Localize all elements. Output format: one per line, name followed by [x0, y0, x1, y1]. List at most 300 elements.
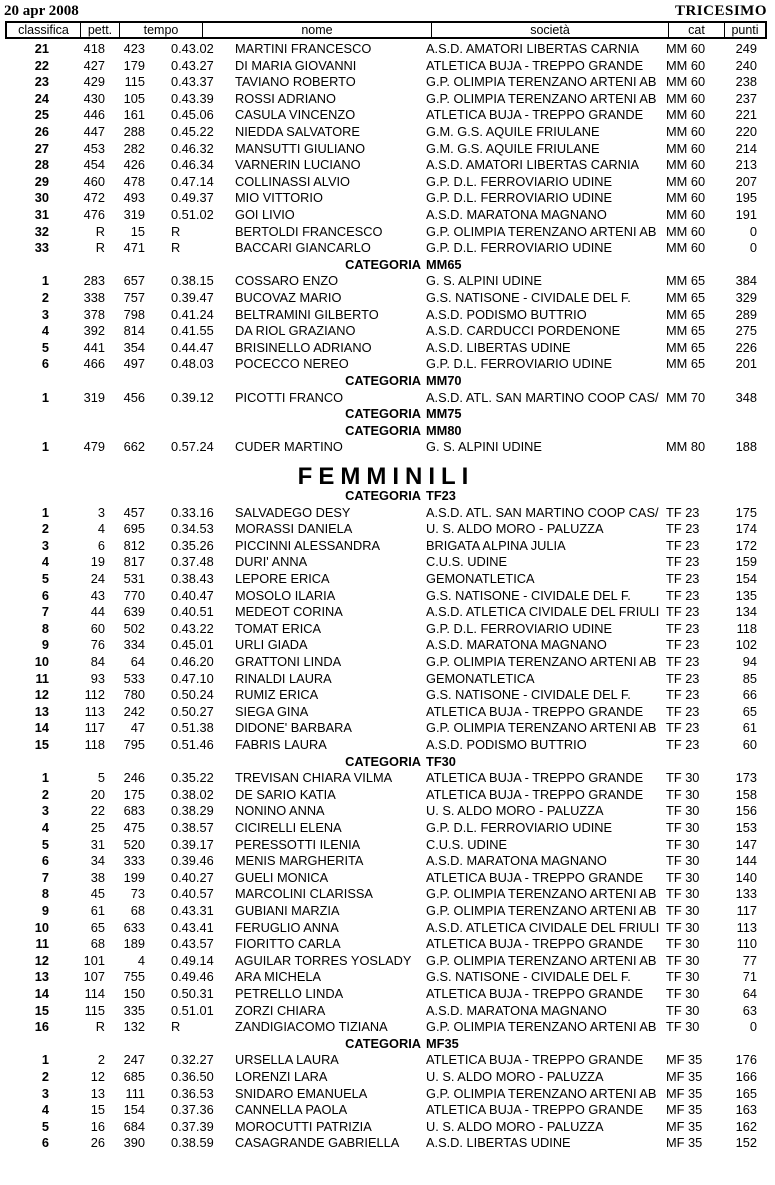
club-cell: C.U.S. UDINE	[426, 554, 508, 570]
table-row	[5, 356, 767, 373]
position-cell: 2	[41, 786, 49, 802]
time-cell: 0.39.17	[171, 836, 214, 852]
category-cell: TF 30	[666, 853, 700, 869]
position-cell: 31	[34, 207, 49, 222]
column-header-societa: società	[432, 23, 669, 37]
time-cell: 0.51.46	[171, 737, 214, 752]
club-cell: ATLETICA BUJA - TREPPO GRANDE	[426, 869, 644, 885]
category-cell: TF 23	[666, 521, 700, 537]
column-header-cat: cat	[669, 23, 725, 37]
time-cell: 0.45.01	[171, 637, 214, 653]
category-value: MM75	[426, 406, 462, 422]
category-cell: MM 60	[666, 74, 706, 90]
category-cell: TF 23	[666, 703, 700, 719]
points-cell: 172	[735, 537, 757, 553]
position-cell: 11	[35, 670, 49, 686]
time-cell: 0.38.57	[171, 820, 214, 835]
points-cell: 214	[735, 140, 757, 156]
category-cell: MM 60	[666, 207, 706, 222]
bib-cell: 150	[123, 986, 145, 1001]
points-cell: 195	[735, 190, 757, 206]
bib-cell: 189	[123, 936, 145, 952]
time-cell: 0.43.37	[171, 74, 214, 90]
bib-cell: 757	[123, 290, 145, 305]
category-cell: TF 30	[666, 986, 700, 1001]
column-header-classifica: classifica	[7, 23, 81, 37]
points-cell: 65	[742, 703, 757, 719]
position-cell: 28	[34, 157, 49, 173]
name-cell: FERUGLIO ANNA	[235, 919, 339, 935]
table-row	[5, 571, 767, 588]
club-cell: ATLETICA BUJA - TREPPO GRANDE	[426, 1102, 644, 1118]
position-cell: 4	[41, 1102, 49, 1118]
club-cell: G.P. D.L. FERROVIARIO UDINE	[426, 173, 613, 189]
time-cell: 0.50.31	[171, 986, 214, 1001]
bib-cell: 662	[123, 439, 145, 455]
time-cell: 0.40.47	[171, 587, 214, 603]
position-cell: 3	[41, 803, 49, 819]
bib-cell: 68	[130, 903, 145, 918]
points-cell: 0	[749, 223, 757, 239]
category-heading	[5, 257, 767, 274]
rank-cell: 453	[83, 140, 105, 156]
name-cell: BUCOVAZ MARIO	[235, 290, 342, 305]
points-cell: 188	[735, 439, 757, 455]
table-row	[5, 190, 767, 207]
points-cell: 207	[735, 173, 757, 189]
table-row	[5, 704, 767, 721]
table-row	[5, 1069, 767, 1086]
category-label: CATEGORIA	[345, 373, 421, 388]
bib-cell: 47	[130, 720, 145, 736]
section-title: FEMMINILI	[297, 463, 475, 490]
bib-cell: 502	[123, 620, 145, 636]
club-cell: A.S.D. MARATONA MAGNANO	[426, 853, 607, 869]
category-cell: TF 23	[666, 720, 700, 736]
bib-cell: 520	[123, 836, 145, 852]
time-cell: 0.46.20	[171, 654, 214, 669]
category-label: CATEGORIA	[345, 406, 421, 422]
bib-cell: 335	[123, 1002, 145, 1018]
position-cell: 9	[41, 637, 49, 653]
rank-cell: 118	[84, 737, 105, 752]
position-cell: 1	[41, 770, 49, 786]
position-cell: 4	[41, 820, 49, 835]
position-cell: 16	[34, 1019, 49, 1035]
table-row	[5, 521, 767, 538]
time-cell: 0.51.02	[171, 207, 214, 222]
name-cell: PERESSOTTI ILENIA	[235, 836, 361, 852]
category-cell: MM 70	[666, 389, 706, 405]
position-cell: 6	[41, 356, 49, 372]
time-cell: 0.41.24	[171, 306, 214, 322]
position-cell: 4	[41, 323, 49, 339]
position-cell: 5	[41, 339, 49, 355]
table-row	[5, 920, 767, 937]
table-row	[5, 58, 767, 75]
name-cell: FIORITTO CARLA	[235, 936, 341, 952]
rank-cell: 117	[84, 720, 105, 736]
bib-cell: 175	[123, 786, 145, 802]
category-value: TF30	[426, 753, 456, 769]
club-cell: BRIGATA ALPINA JULIA	[426, 537, 566, 553]
time-cell: 0.43.31	[171, 903, 214, 918]
position-cell: 14	[34, 720, 49, 736]
time-cell: 0.40.51	[171, 604, 214, 620]
time-cell: 0.57.24	[171, 439, 214, 455]
time-cell: 0.39.47	[171, 290, 214, 305]
time-cell: R	[171, 1019, 181, 1035]
time-cell: 0.49.37	[171, 190, 214, 206]
category-cell: TF 23	[666, 571, 700, 586]
club-cell: A.S.D. ATL. SAN MARTINO COOP CAS/	[426, 504, 659, 520]
position-cell: 27	[34, 140, 49, 156]
name-cell: BACCARI GIANCARLO	[235, 240, 371, 256]
table-row	[5, 538, 767, 555]
bib-cell: 770	[123, 587, 145, 603]
column-header-nome: nome	[203, 23, 432, 37]
points-cell: 158	[735, 786, 757, 802]
table-row	[5, 588, 767, 605]
points-cell: 289	[735, 306, 757, 322]
bib-cell: 471	[123, 240, 145, 256]
points-cell: 66	[742, 687, 757, 703]
table-row	[5, 157, 767, 174]
club-cell: G.P. OLIMPIA TERENZANO ARTENI AB	[426, 886, 657, 902]
table-row	[5, 1135, 767, 1152]
table-row	[5, 439, 767, 456]
time-cell: 0.51.01	[171, 1002, 214, 1018]
category-cell: MF 35	[666, 1102, 703, 1118]
rank-cell: 114	[84, 986, 105, 1001]
rank-cell: 25	[90, 820, 105, 835]
club-cell: ATLETICA BUJA - TREPPO GRANDE	[426, 770, 644, 786]
bib-cell: 475	[123, 820, 145, 835]
category-value: MM70	[426, 373, 462, 388]
bib-cell: 426	[123, 157, 145, 173]
table-row	[5, 91, 767, 108]
club-cell: ATLETICA BUJA - TREPPO GRANDE	[426, 986, 644, 1001]
table-row	[5, 687, 767, 704]
points-cell: 152	[735, 1135, 757, 1151]
table-row	[5, 273, 767, 290]
name-cell: COSSARO ENZO	[235, 273, 339, 289]
points-cell: 140	[735, 869, 757, 885]
column-header-punti: punti	[731, 23, 759, 37]
points-cell: 237	[735, 90, 757, 106]
time-cell: 0.38.43	[171, 571, 214, 586]
club-cell: G.S. NATISONE - CIVIDALE DEL F.	[426, 290, 631, 305]
points-cell: 113	[736, 919, 757, 935]
rank-cell: 430	[83, 90, 105, 106]
table-row	[5, 141, 767, 158]
club-cell: G.P. OLIMPIA TERENZANO ARTENI AB	[426, 74, 657, 90]
club-cell: GEMONATLETICA	[426, 670, 535, 686]
bib-cell: 179	[123, 57, 145, 73]
rank-cell: 3	[97, 504, 105, 520]
club-cell: G.P. OLIMPIA TERENZANO ARTENI AB	[426, 952, 657, 968]
time-cell: 0.49.46	[171, 969, 214, 985]
bib-cell: 812	[123, 537, 145, 553]
rank-cell: 16	[90, 1118, 105, 1134]
rank-cell: 447	[83, 124, 105, 139]
club-cell: G.S. NATISONE - CIVIDALE DEL F.	[426, 587, 631, 603]
club-cell: U. S. ALDO MORO - PALUZZA	[426, 521, 604, 537]
time-cell: 0.34.53	[171, 521, 214, 537]
position-cell: 15	[34, 1002, 49, 1018]
club-cell: ATLETICA BUJA - TREPPO GRANDE	[426, 936, 644, 952]
category-value: MM80	[426, 422, 462, 438]
position-cell: 29	[34, 173, 49, 189]
points-cell: 173	[735, 770, 757, 786]
points-cell: 94	[742, 654, 757, 669]
bib-cell: 288	[123, 124, 145, 139]
table-row	[5, 770, 767, 787]
rank-cell: 6	[97, 537, 105, 553]
time-cell: 0.51.38	[171, 720, 214, 736]
bib-cell: 798	[123, 306, 145, 322]
category-cell: TF 23	[666, 687, 700, 703]
table-row	[5, 870, 767, 887]
rank-cell: 19	[90, 554, 105, 570]
name-cell: URSELLA LAURA	[235, 1052, 339, 1068]
table-row	[5, 837, 767, 854]
bib-cell: 282	[123, 140, 145, 156]
time-cell: 0.43.39	[171, 90, 214, 106]
time-cell: 0.38.59	[171, 1135, 214, 1151]
table-row	[5, 787, 767, 804]
club-cell: G.P. D.L. FERROVIARIO UDINE	[426, 190, 613, 206]
time-cell: 0.35.22	[171, 770, 214, 786]
name-cell: ROSSI ADRIANO	[235, 90, 336, 106]
club-cell: A.S.D. PODISMO BUTTRIO	[426, 737, 587, 752]
club-cell: A.S.D. MARATONA MAGNANO	[426, 637, 607, 653]
points-cell: 226	[735, 339, 757, 355]
bib-cell: 755	[123, 969, 145, 985]
name-cell: NONINO ANNA	[235, 803, 325, 819]
time-cell: 0.33.16	[171, 504, 214, 520]
name-cell: POCECCO NEREO	[235, 356, 349, 372]
club-cell: ATLETICA BUJA - TREPPO GRANDE	[426, 703, 644, 719]
name-cell: GRATTONI LINDA	[235, 654, 342, 669]
position-cell: 10	[34, 919, 49, 935]
category-cell: MM 60	[666, 107, 706, 123]
table-row	[5, 986, 767, 1003]
rank-cell: 378	[83, 306, 105, 322]
category-cell: TF 30	[666, 936, 700, 952]
points-cell: 77	[742, 952, 757, 968]
position-cell: 1	[41, 273, 49, 289]
club-cell: G.P. OLIMPIA TERENZANO ARTENI AB	[426, 1019, 657, 1035]
name-cell: CICIRELLI ELENA	[235, 820, 342, 835]
position-cell: 1	[41, 504, 49, 520]
club-cell: G.P. OLIMPIA TERENZANO ARTENI AB	[426, 90, 657, 106]
category-cell: MM 65	[666, 356, 706, 372]
name-cell: CANNELLA PAOLA	[235, 1102, 348, 1118]
points-cell: 275	[735, 323, 757, 339]
rank-cell: 460	[83, 173, 105, 189]
bib-cell: 497	[123, 356, 145, 372]
club-cell: ATLETICA BUJA - TREPPO GRANDE	[426, 107, 644, 123]
category-label: CATEGORIA	[345, 1035, 421, 1051]
category-label: CATEGORIA	[345, 488, 421, 503]
club-cell: A.S.D. PODISMO BUTTRIO	[426, 306, 587, 322]
category-cell: MF 35	[666, 1069, 703, 1084]
table-row	[5, 1119, 767, 1136]
rank-cell: R	[95, 223, 105, 239]
club-cell: U. S. ALDO MORO - PALUZZA	[426, 1069, 604, 1084]
name-cell: MANSUTTI GIULIANO	[235, 140, 366, 156]
club-cell: A.S.D. ATLETICA CIVIDALE DEL FRIULI	[426, 604, 660, 620]
name-cell: VARNERIN LUCIANO	[235, 157, 361, 173]
time-cell: 0.49.14	[171, 952, 214, 968]
name-cell: MORASSI DANIELA	[235, 521, 353, 537]
points-cell: 102	[735, 637, 757, 653]
points-cell: 144	[735, 853, 757, 869]
points-cell: 174	[735, 521, 757, 537]
category-cell: MF 35	[666, 1118, 703, 1134]
bib-cell: 639	[123, 604, 145, 620]
position-cell: 12	[34, 687, 49, 703]
name-cell: PICCINNI ALESSANDRA	[235, 537, 381, 553]
name-cell: ZORZI CHIARA	[235, 1002, 326, 1018]
points-cell: 238	[735, 74, 757, 90]
bib-cell: 334	[123, 637, 145, 653]
rank-cell: 2	[97, 1052, 105, 1068]
category-cell: MM 65	[666, 323, 706, 339]
category-cell: TF 30	[666, 820, 700, 835]
bib-cell: 684	[123, 1118, 145, 1134]
points-cell: 176	[735, 1052, 757, 1068]
name-cell: TOMAT ERICA	[235, 620, 322, 636]
time-cell: 0.50.27	[171, 703, 214, 719]
time-cell: 0.35.26	[171, 537, 214, 553]
position-cell: 3	[41, 537, 49, 553]
time-cell: 0.39.46	[171, 853, 214, 869]
rank-cell: 44	[90, 604, 105, 620]
time-cell: 0.43.02	[171, 41, 214, 56]
time-cell: R	[171, 223, 181, 239]
club-cell: A.S.D. CARDUCCI PORDENONE	[426, 323, 621, 339]
table-row	[5, 671, 767, 688]
points-cell: 147	[735, 836, 757, 852]
position-cell: 30	[34, 190, 49, 206]
position-cell: 14	[34, 986, 49, 1001]
points-cell: 221	[735, 107, 757, 123]
bib-cell: 354	[123, 339, 145, 355]
bib-cell: 695	[123, 521, 145, 537]
club-cell: G.M. G.S. AQUILE FRIULANE	[426, 140, 600, 156]
category-label: CATEGORIA	[345, 256, 421, 272]
table-row	[5, 554, 767, 571]
category-cell: TF 30	[666, 869, 700, 885]
rank-cell: 84	[90, 654, 105, 669]
rank-cell: 65	[90, 919, 105, 935]
name-cell: CASAGRANDE GABRIELLA	[235, 1135, 400, 1151]
category-cell: TF 30	[666, 903, 700, 918]
name-cell: DE SARIO KATIA	[235, 786, 336, 802]
rank-cell: 427	[83, 57, 105, 73]
rank-cell: 472	[83, 190, 105, 206]
table-row	[5, 803, 767, 820]
name-cell: DI MARIA GIOVANNI	[235, 57, 357, 73]
position-cell: 7	[41, 869, 49, 885]
time-cell: 0.36.50	[171, 1069, 214, 1084]
table-row	[5, 224, 767, 241]
table-row	[5, 654, 767, 671]
time-cell: 0.32.27	[171, 1052, 214, 1068]
category-cell: TF 30	[666, 836, 700, 852]
points-cell: 175	[735, 504, 757, 520]
category-label: CATEGORIA	[345, 422, 421, 438]
points-cell: 60	[742, 737, 757, 752]
category-cell: MM 60	[666, 223, 706, 239]
position-cell: 9	[41, 903, 49, 918]
category-cell: MM 60	[666, 140, 706, 156]
rank-cell: 466	[83, 356, 105, 372]
name-cell: MOSOLO ILARIA	[235, 587, 336, 603]
points-cell: 64	[742, 986, 757, 1001]
rank-cell: 20	[90, 786, 105, 802]
name-cell: MOROCUTTI PATRIZIA	[235, 1118, 372, 1134]
points-cell: 163	[735, 1102, 757, 1118]
points-cell: 240	[735, 57, 757, 73]
points-cell: 0	[749, 1019, 757, 1035]
club-cell: U. S. ALDO MORO - PALUZZA	[426, 803, 604, 819]
club-cell: G.P. OLIMPIA TERENZANO ARTENI AB	[426, 223, 657, 239]
points-cell: 348	[735, 389, 757, 405]
name-cell: FABRIS LAURA	[235, 737, 327, 752]
rank-cell: 13	[90, 1085, 105, 1101]
name-cell: GUELI MONICA	[235, 869, 329, 885]
category-cell: MM 80	[666, 439, 706, 455]
category-cell: TF 23	[666, 637, 700, 653]
category-cell: TF 30	[666, 919, 700, 935]
table-row	[5, 903, 767, 920]
bib-cell: 111	[125, 1085, 145, 1101]
points-cell: 165	[735, 1085, 757, 1101]
name-cell: CASULA VINCENZO	[235, 107, 356, 123]
category-cell: TF 30	[666, 803, 700, 819]
position-cell: 26	[34, 124, 49, 139]
club-cell: A.S.D. LIBERTAS UDINE	[426, 1135, 571, 1151]
points-cell: 220	[735, 124, 757, 139]
category-cell: TF 23	[666, 604, 700, 620]
rank-cell: 101	[83, 952, 105, 968]
table-row	[5, 240, 767, 257]
points-cell: 153	[735, 820, 757, 835]
points-cell: 191	[735, 207, 757, 222]
table-row	[5, 720, 767, 737]
name-cell: GOI LIVIO	[235, 207, 295, 222]
bib-cell: 780	[123, 687, 145, 703]
club-cell: A.S.D. AMATORI LIBERTAS CARNIA	[426, 157, 640, 173]
time-cell: 0.36.53	[171, 1085, 214, 1101]
rank-cell: 38	[90, 869, 105, 885]
bib-cell: 132	[123, 1019, 145, 1035]
category-cell: MF 35	[666, 1135, 703, 1151]
category-cell: MM 60	[666, 41, 706, 56]
bib-cell: 15	[130, 223, 145, 239]
position-cell: 3	[41, 306, 49, 322]
table-row	[5, 340, 767, 357]
points-cell: 71	[742, 969, 757, 985]
rank-cell: 107	[83, 969, 105, 985]
club-cell: A.S.D. MARATONA MAGNANO	[426, 1002, 607, 1018]
category-cell: MM 65	[666, 339, 706, 355]
bib-cell: 246	[123, 770, 145, 786]
rank-cell: 31	[90, 836, 105, 852]
